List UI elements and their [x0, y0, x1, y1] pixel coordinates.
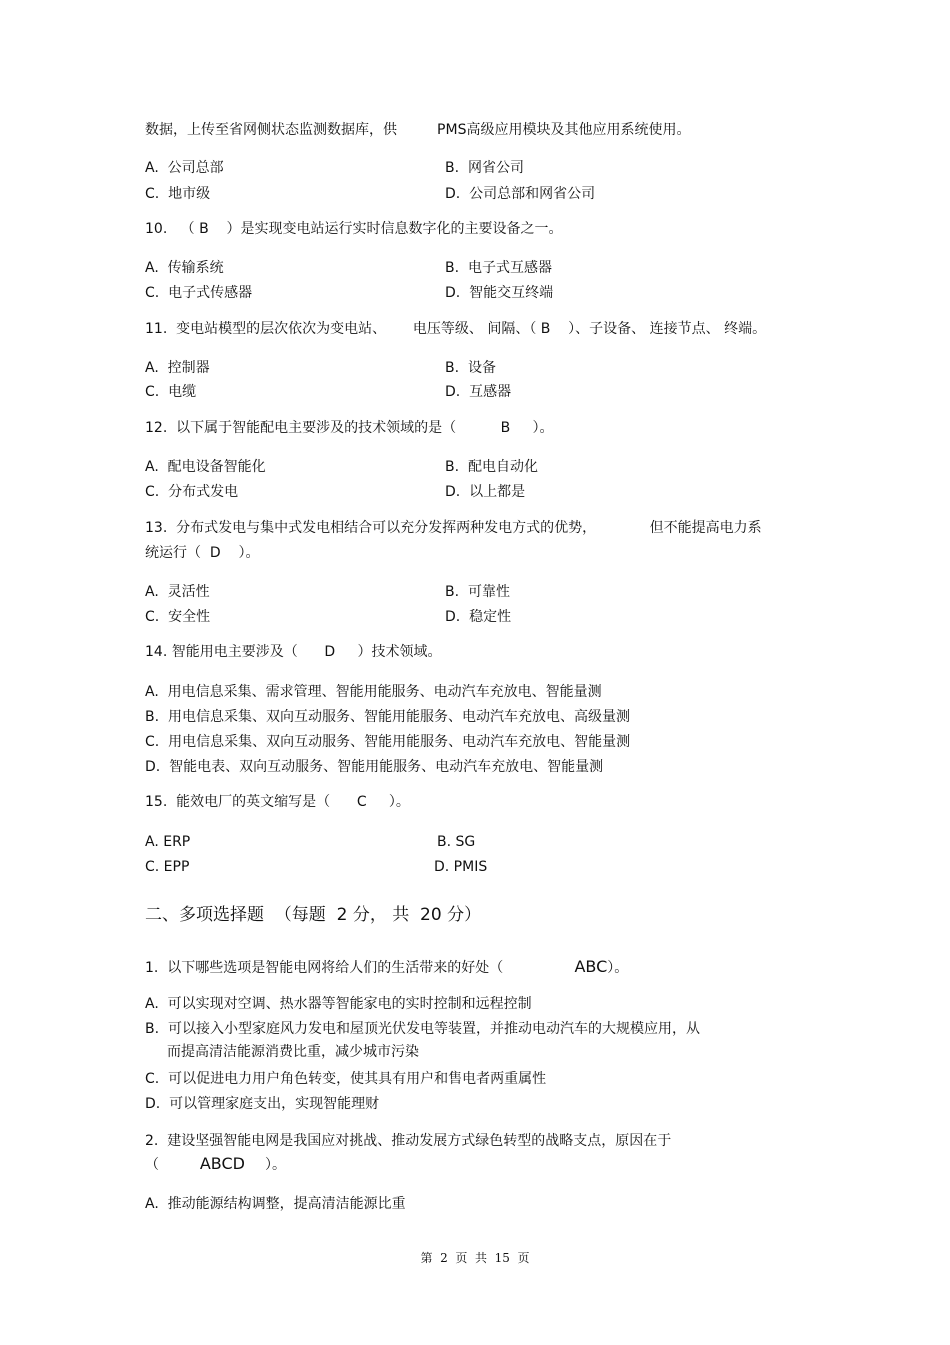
m1-stem-prefix: 1. 以下哪些选项是智能电网将给人们的生活带来的好处（	[145, 960, 504, 976]
m1-option-b-line1: B. 可以接入小型家庭风力发电和屋顶光伏发电等装置，并推动电动汽车的大规模应用，从	[145, 1021, 700, 1037]
q13-stem-line1: 13. 分布式发电与集中式发电相结合可以充分发挥两种发电方式的优势， 但不能提高电力系	[145, 520, 762, 536]
m1-option-b-line2: 而提高清洁能源消费比重，减少城市污染	[167, 1044, 419, 1060]
m1-option-a: A. 可以实现对空调、热水器等智能家电的实时控制和远程控制	[145, 996, 532, 1012]
q13-stem-line2: 统运行（ D ）。	[145, 545, 260, 561]
q15-stem: 15. 能效电厂的英文缩写是（ C ）。	[145, 794, 410, 810]
q12-stem: 12. 以下属于智能配电主要涉及的技术领域的是（ B ）。	[145, 420, 554, 436]
q15-option-b: B. SG	[437, 834, 476, 850]
m1-stem	[145, 958, 628, 977]
q12-option-d: D. 以上都是	[445, 484, 526, 500]
q10-option-b: B. 电子式互感器	[445, 260, 552, 276]
q15-option-a: A. ERP	[145, 834, 191, 850]
m2-stem-close: ）。	[265, 1157, 286, 1173]
m2-stem-line2	[145, 1155, 286, 1174]
q12-option-b: B. 配电自动化	[445, 459, 538, 475]
q9-option-a: A. 公司总部	[145, 160, 224, 176]
q13-option-b: B. 可靠性	[445, 584, 510, 600]
q13-option-c: C. 安全性	[145, 609, 211, 625]
q10-stem: 10. （ B ）是实现变电站运行实时信息数字化的主要设备之一。	[145, 221, 563, 237]
section-heading: 二、多项选择题 （每题 2 分， 共 20 分）	[145, 905, 482, 925]
q9-option-b: B. 网省公司	[445, 160, 524, 176]
q10-option-c: C. 电子式传感器	[145, 285, 253, 301]
intro-line: 数据，上传至省网侧状态监测数据库，供 PMS高级应用模块及其他应用系统使用。	[145, 122, 691, 138]
q13-option-d: D. 稳定性	[445, 609, 512, 625]
page-footer: 第 2 页 共 15 页	[420, 1251, 530, 1265]
m1-option-d: D. 可以管理家庭支出，实现智能理财	[145, 1096, 380, 1112]
q9-option-d: D. 公司总部和网省公司	[445, 186, 596, 202]
q11-option-b: B. 设备	[445, 360, 496, 376]
m1-option-c: C. 可以促进电力用户角色转变，使其具有用户和售电者两重属性	[145, 1071, 547, 1087]
m2-stem-open: （	[145, 1157, 159, 1173]
q14-option-d: D. 智能电表、双向互动服务、智能用能服务、电动汽车充放电、智能量测	[145, 759, 604, 775]
m2-stem-line1: 2. 建设坚强智能电网是我国应对挑战、推动发展方式绿色转型的战略支点，原因在于	[145, 1133, 672, 1149]
q9-option-c: C. 地市级	[145, 186, 211, 202]
q11-option-c: C. 电缆	[145, 384, 197, 400]
q14-stem: 14. 智能用电主要涉及（ D ）技术领域。	[145, 644, 442, 660]
q14-option-a: A. 用电信息采集、需求管理、智能用能服务、电动汽车充放电、智能量测	[145, 684, 602, 700]
m1-answer: ABC	[574, 957, 608, 976]
m2-option-a: A. 推动能源结构调整，提高清洁能源比重	[145, 1196, 406, 1212]
q14-option-c: C. 用电信息采集、双向互动服务、智能用能服务、电动汽车充放电、智能量测	[145, 734, 631, 750]
q15-option-c: C. EPP	[145, 859, 190, 875]
q10-option-d: D. 智能交互终端	[445, 285, 554, 301]
q11-option-a: A. 控制器	[145, 360, 210, 376]
m2-answer: ABCD	[199, 1154, 245, 1173]
m1-stem-suffix: ）。	[607, 960, 629, 976]
q12-option-c: C. 分布式发电	[145, 484, 239, 500]
q14-option-b: B. 用电信息采集、双向互动服务、智能用能服务、电动汽车充放电、高级量测	[145, 709, 630, 725]
q12-option-a: A. 配电设备智能化	[145, 459, 266, 475]
q11-option-d: D. 互感器	[445, 384, 512, 400]
q10-option-a: A. 传输系统	[145, 260, 224, 276]
q15-option-d: D. PMIS	[434, 859, 488, 875]
q11-stem: 11. 变电站模型的层次依次为变电站、 电压等级、 间隔、（ B ）、子设备、 连接节点、 终端。	[145, 321, 767, 337]
q13-option-a: A. 灵活性	[145, 584, 210, 600]
